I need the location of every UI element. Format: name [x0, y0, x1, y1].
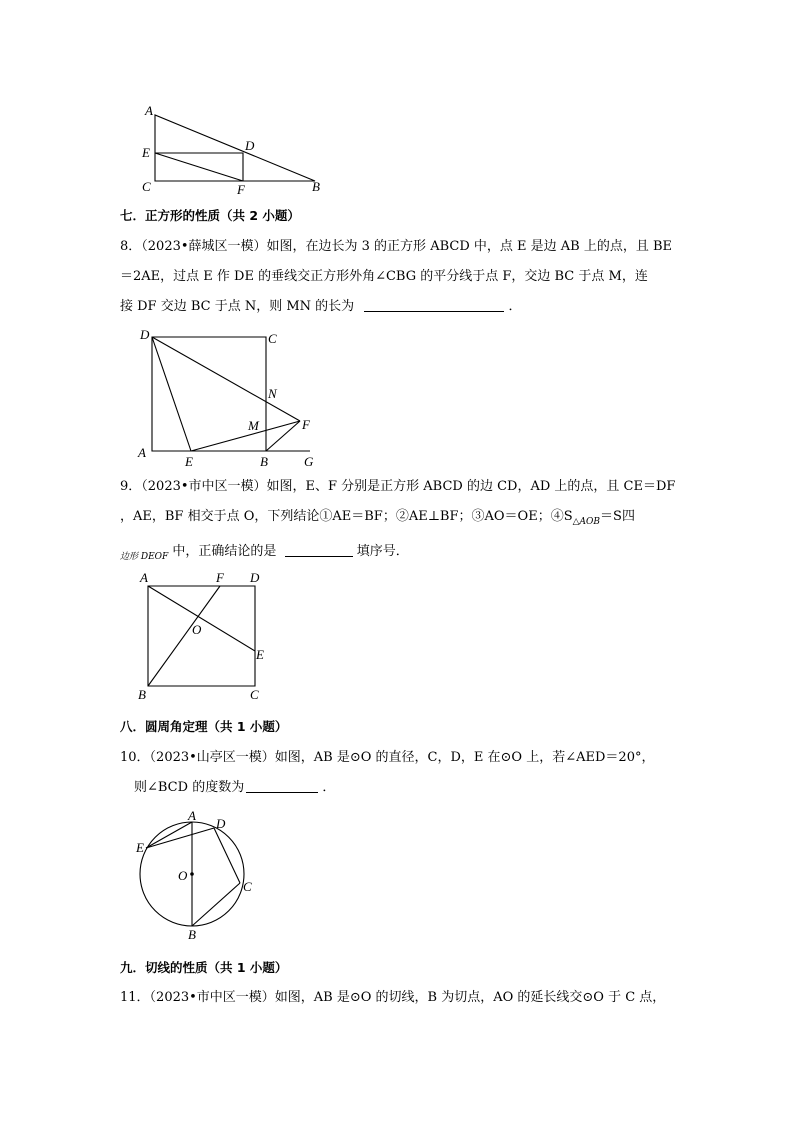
- question-8: [120, 232, 672, 322]
- label-d: D: [140, 327, 150, 342]
- q9-line2-mid: ＝S: [600, 509, 622, 524]
- label-c: C: [268, 331, 277, 346]
- label-b: B: [138, 687, 146, 702]
- q10-line2-text: 则∠BCD 的度数为: [134, 780, 245, 795]
- label-a: A: [140, 570, 148, 585]
- q9-line2-end: 四: [621, 509, 635, 524]
- figure-q10: [130, 808, 270, 943]
- label-o: O: [178, 868, 188, 883]
- figure-q8: [130, 325, 330, 475]
- label-d: D: [216, 816, 226, 831]
- segment-ea: [146, 822, 192, 848]
- q8-line3: [120, 292, 672, 322]
- q9-line3: [120, 537, 675, 572]
- q9-line3-end: 填序号．: [356, 544, 409, 559]
- question-11: [120, 983, 665, 1013]
- segment-de: [152, 337, 191, 451]
- square-abcd: [148, 586, 255, 686]
- answer-blank-q9[interactable]: [285, 542, 353, 557]
- q8-line1: 8．（2023•薛城区一模）如图，在边长为 3 的正方形 ABCD 中，点 E 是边 AB 上的点，且 BE: [120, 239, 673, 254]
- figure-q9: [130, 568, 280, 703]
- label-e: E: [142, 145, 150, 160]
- label-d: D: [250, 570, 260, 585]
- label-g: G: [304, 454, 314, 469]
- q9-subscript-aob: △AOB: [572, 517, 601, 527]
- label-e: E: [185, 454, 193, 469]
- label-n: N: [268, 386, 277, 401]
- q8-line3-end: ．: [508, 299, 522, 314]
- q10-line1: 10．（2023•山亭区一模）如图，AB 是⊙O 的直径，C，D，E 在⊙O 上，若∠AED＝20°，: [120, 750, 655, 765]
- label-a: A: [138, 445, 146, 460]
- q10-line2-end: ．: [322, 780, 336, 795]
- label-m: M: [248, 418, 259, 433]
- square-abcd: [152, 337, 266, 451]
- q11-line1: 11．（2023•市中区一模）如图，AB 是⊙O 的切线，B 为切点，AO 的延长线交⊙O 于 C 点，: [120, 990, 666, 1005]
- label-e: E: [256, 647, 264, 662]
- label-e: E: [136, 840, 144, 855]
- segment-bf: [148, 586, 220, 686]
- center-point-o: [190, 872, 194, 876]
- triangle-abc: [155, 115, 315, 181]
- segment-ef: [155, 153, 243, 181]
- q9-line2: [120, 502, 675, 537]
- segment-df: [152, 337, 300, 421]
- q8-line3-text: 接 DF 交边 BC 于点 N，则 MN 的长为: [120, 299, 355, 314]
- label-c: C: [250, 687, 259, 702]
- label-a: A: [145, 103, 153, 118]
- figure-q7: [130, 95, 350, 200]
- section-heading-7: 七．正方形的性质（共 2 小题）: [120, 208, 300, 223]
- label-d: D: [245, 138, 255, 153]
- segment-ed: [146, 828, 214, 848]
- label-f: F: [237, 182, 245, 197]
- q9-line2-text: ，AE，BF 相交于点 O，下列结论①AE＝BF；②AE⊥BF；③AO＝OE；④S: [120, 509, 573, 524]
- question-9: [120, 472, 675, 572]
- segment-ae: [148, 586, 255, 651]
- section-heading-8: 八．圆周角定理（共 1 小题）: [120, 719, 288, 734]
- q10-line2: [120, 773, 654, 803]
- label-o: O: [192, 622, 202, 637]
- label-b: B: [312, 179, 320, 194]
- label-b: B: [260, 454, 268, 469]
- section-heading-9: 九．切线的性质（共 1 小题）: [120, 960, 288, 975]
- question-10: [120, 743, 654, 803]
- label-f: F: [216, 570, 224, 585]
- q9-line3-text: 中，正确结论的是: [172, 544, 277, 559]
- answer-blank-q8[interactable]: [364, 297, 504, 312]
- label-c: C: [142, 179, 151, 194]
- label-b: B: [188, 927, 196, 942]
- q8-line2: ＝2AE，过点 E 作 DE 的垂线交正方形外角∠CBG 的平分线于点 F，交边 BC 于点 M，连: [120, 269, 648, 284]
- q9-line1: 9．（2023•市中区一模）如图，E、F 分别是正方形 ABCD 的边 CD，AD 上的点，且 CE＝DF: [120, 479, 676, 494]
- label-c: C: [243, 879, 252, 894]
- label-a: A: [188, 808, 196, 823]
- label-f: F: [302, 417, 310, 432]
- answer-blank-q10[interactable]: [246, 778, 318, 793]
- q9-subscript-deof: 边形 DEOF: [120, 552, 169, 562]
